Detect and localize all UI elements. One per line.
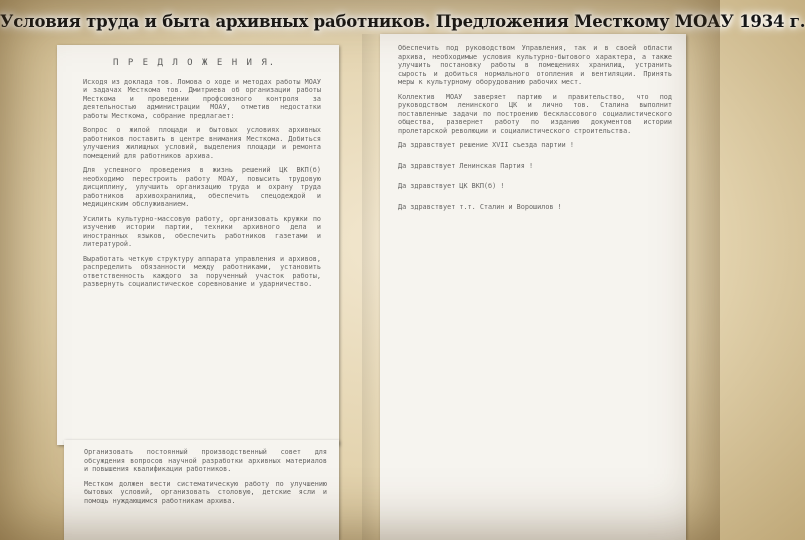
- document-paragraph: Выработать четкую структуру аппарата управления и архивов, распределить обязанности между работниками, установить ответственность каждого за порученный участок работы, развернуть социалистическое соревнование и ударничество.: [83, 254, 321, 288]
- document-page-left: [57, 45, 339, 445]
- document-slogan: Да здравствует решение XVII съезда партии !: [398, 141, 574, 149]
- document-heading: П Р Е Д Л О Ж Е Н И Я.: [113, 58, 277, 68]
- document-paragraph: Местком должен вести систематическую работу по улучшению бытовых условий, организовать столовую, детские ясли и помощь нуждающимся работникам архива.: [84, 479, 327, 505]
- document-paragraph: Усилить культурно-массовую работу, организовать кружки по изучению истории партии, техники архивного дела и иностранных языков, обеспечить работников газетами и литературой.: [83, 214, 321, 248]
- document-paragraph: Организовать постоянный производственный совет для обсуждения вопросов научной разработки архивных материалов и повышения квалификации работников.: [84, 448, 327, 473]
- document-slogan: Да здравствует т.т. Сталин и Ворошилов !: [398, 202, 562, 211]
- slide-title: Условия труда и быта архивных работников. Предложения Месткому МОАУ 1934 г.: [0, 12, 805, 31]
- document-paragraph: Коллектив МОАУ заверяет партию и правительство, что под руководством ленинского ЦК и лично тов. Сталина выполнит поставленные задачи по построению бесклассового социалистического общества, развернет работу по изданию документов истории пролетарской революции и социалистического строительства.: [398, 92, 672, 135]
- document-paragraph: Вопрос о жилой площади и бытовых условиях архивных работников поставить в центре внимания Месткома. Добиться улучшения жилищных условий, выделения площади и ремонта помещений для работников архива.: [83, 126, 321, 160]
- document-slogan: Да здравствует ЦК ВКП(б) !: [398, 182, 505, 190]
- page-shadow: [362, 34, 380, 540]
- document-page-left-bottom: [64, 440, 339, 540]
- document-page-right: [380, 34, 686, 540]
- document-paragraph: Обеспечить под руководством Управления, так и в своей области архива, необходимые условия культурно-бытового характера, а также улучшить постановку работы в помещениях хранилищ, устранить сырость и добиться нормального отопления и вентиляции. Принять меры к культурному оборудованию рабочих мест.: [398, 44, 672, 86]
- document-paragraph: Для успешного проведения в жизнь решений ЦК ВКП(б) необходимо перестроить работу МОАУ, повысить трудовую дисциплину, улучшить организацию труда и охрану труда работников архивохранилищ, обеспечить спецодеждой и медицинским обслуживанием.: [83, 166, 321, 208]
- document-paragraph: Исходя из доклада тов. Ломова о ходе и методах работы МОАУ и задачах Месткома тов. Дмитриева об организации работы Месткома и проведении профсоюзного контроля за деятельностью администрации МОАУ, отметив недостатки работы Месткома, собрание предлагает:: [83, 77, 321, 120]
- document-slogan: Да здравствует Ленинская Партия !: [398, 161, 534, 170]
